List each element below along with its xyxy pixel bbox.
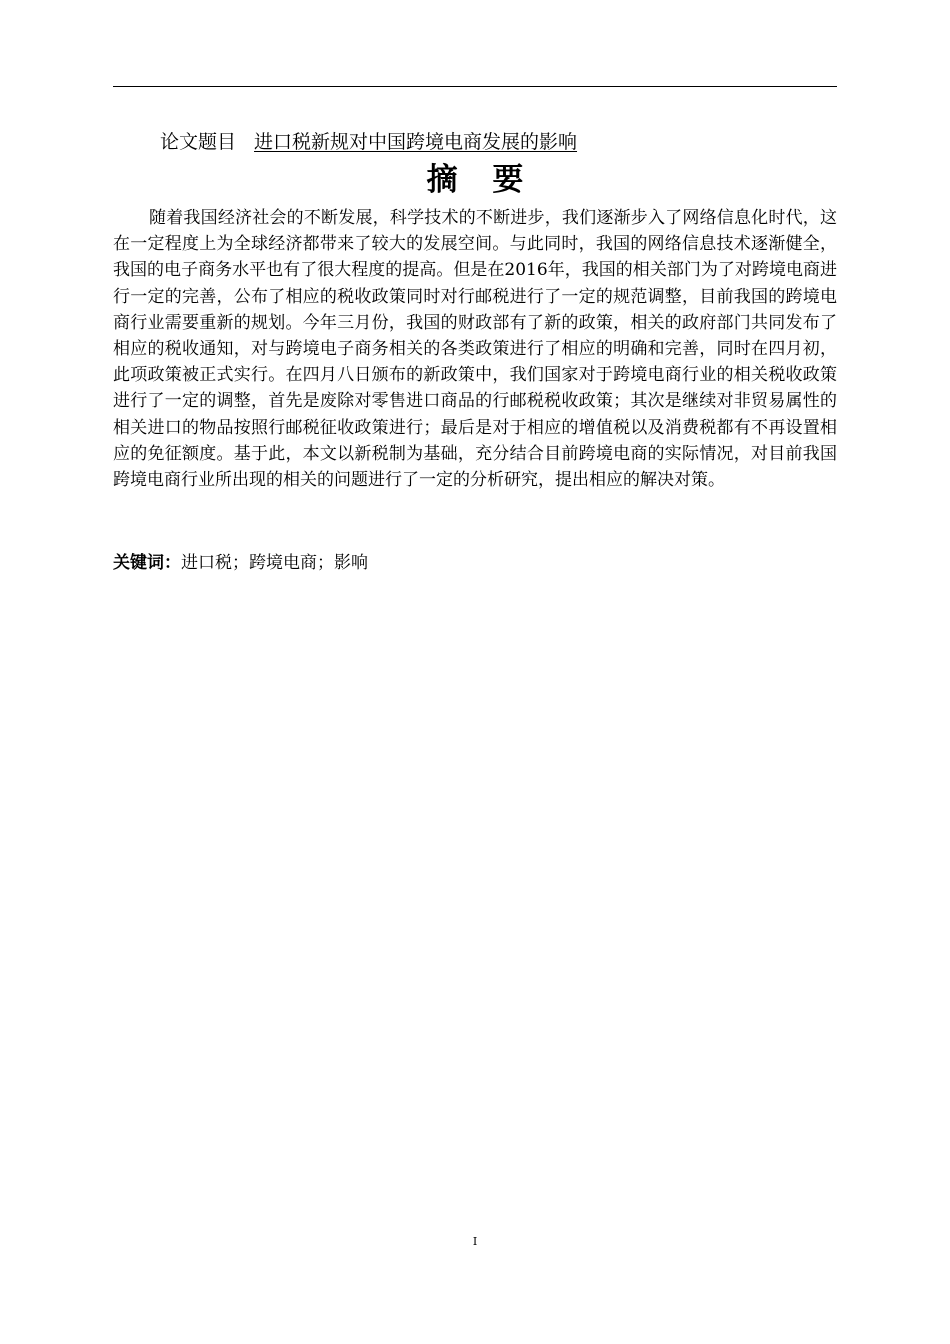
thesis-title-value: 进口税新规对中国跨境电商发展的影响 bbox=[254, 131, 578, 153]
abstract-heading: 摘 要 bbox=[426, 162, 536, 198]
keywords-label: 关键词： bbox=[113, 553, 181, 573]
keywords-line bbox=[113, 550, 368, 576]
abstract-body: 随着我国经济社会的不断发展，科学技术的不断进步，我们逐渐步入了网络信息化时代，这在一定程度上为全球经济都带来了较大的发展空间。与此同时，我国的网络信息技术逐渐健全，我国的电子商务水平也有了很大程度的提高。但是在2016年，我国的相关部门为了对跨境电商进行一定的完善，公布了相应的税收政策同时对行邮税进行了一定的规范调整，目前我国的跨境电商行业需要重新的规划。今年三月份，我国的财政部有了新的政策，相关的政府部门共同发布了相应的税收通知，对与跨境电子商务相关的各类政策进行了相应的明确和完善，同时在四月初，此项政策被正式实行。在四月八日颁布的新政策中，我们国家对于跨境电商行业的相关税收政策进行了一定的调整，首先是废除对零售进口商品的行邮税税收政策；其次是继续对非贸易属性的相关进口的物品按照行邮税征收政策进行；最后是对于相应的增值税以及消费税都有不再设置相应的免征额度。基于此，本文以新税制为基础，充分结合目前跨境电商的实际情况，对目前我国跨境电商行业所出现的相关的问题进行了一定的分析研究，提出相应的解决对策。 bbox=[113, 208, 837, 491]
keywords-value: 进口税；跨境电商；影响 bbox=[181, 553, 368, 573]
thesis-title-label: 论文题目 bbox=[160, 131, 237, 153]
page-number: I bbox=[472, 1235, 478, 1248]
thesis-title-line bbox=[160, 128, 585, 156]
header-rule bbox=[113, 86, 837, 87]
